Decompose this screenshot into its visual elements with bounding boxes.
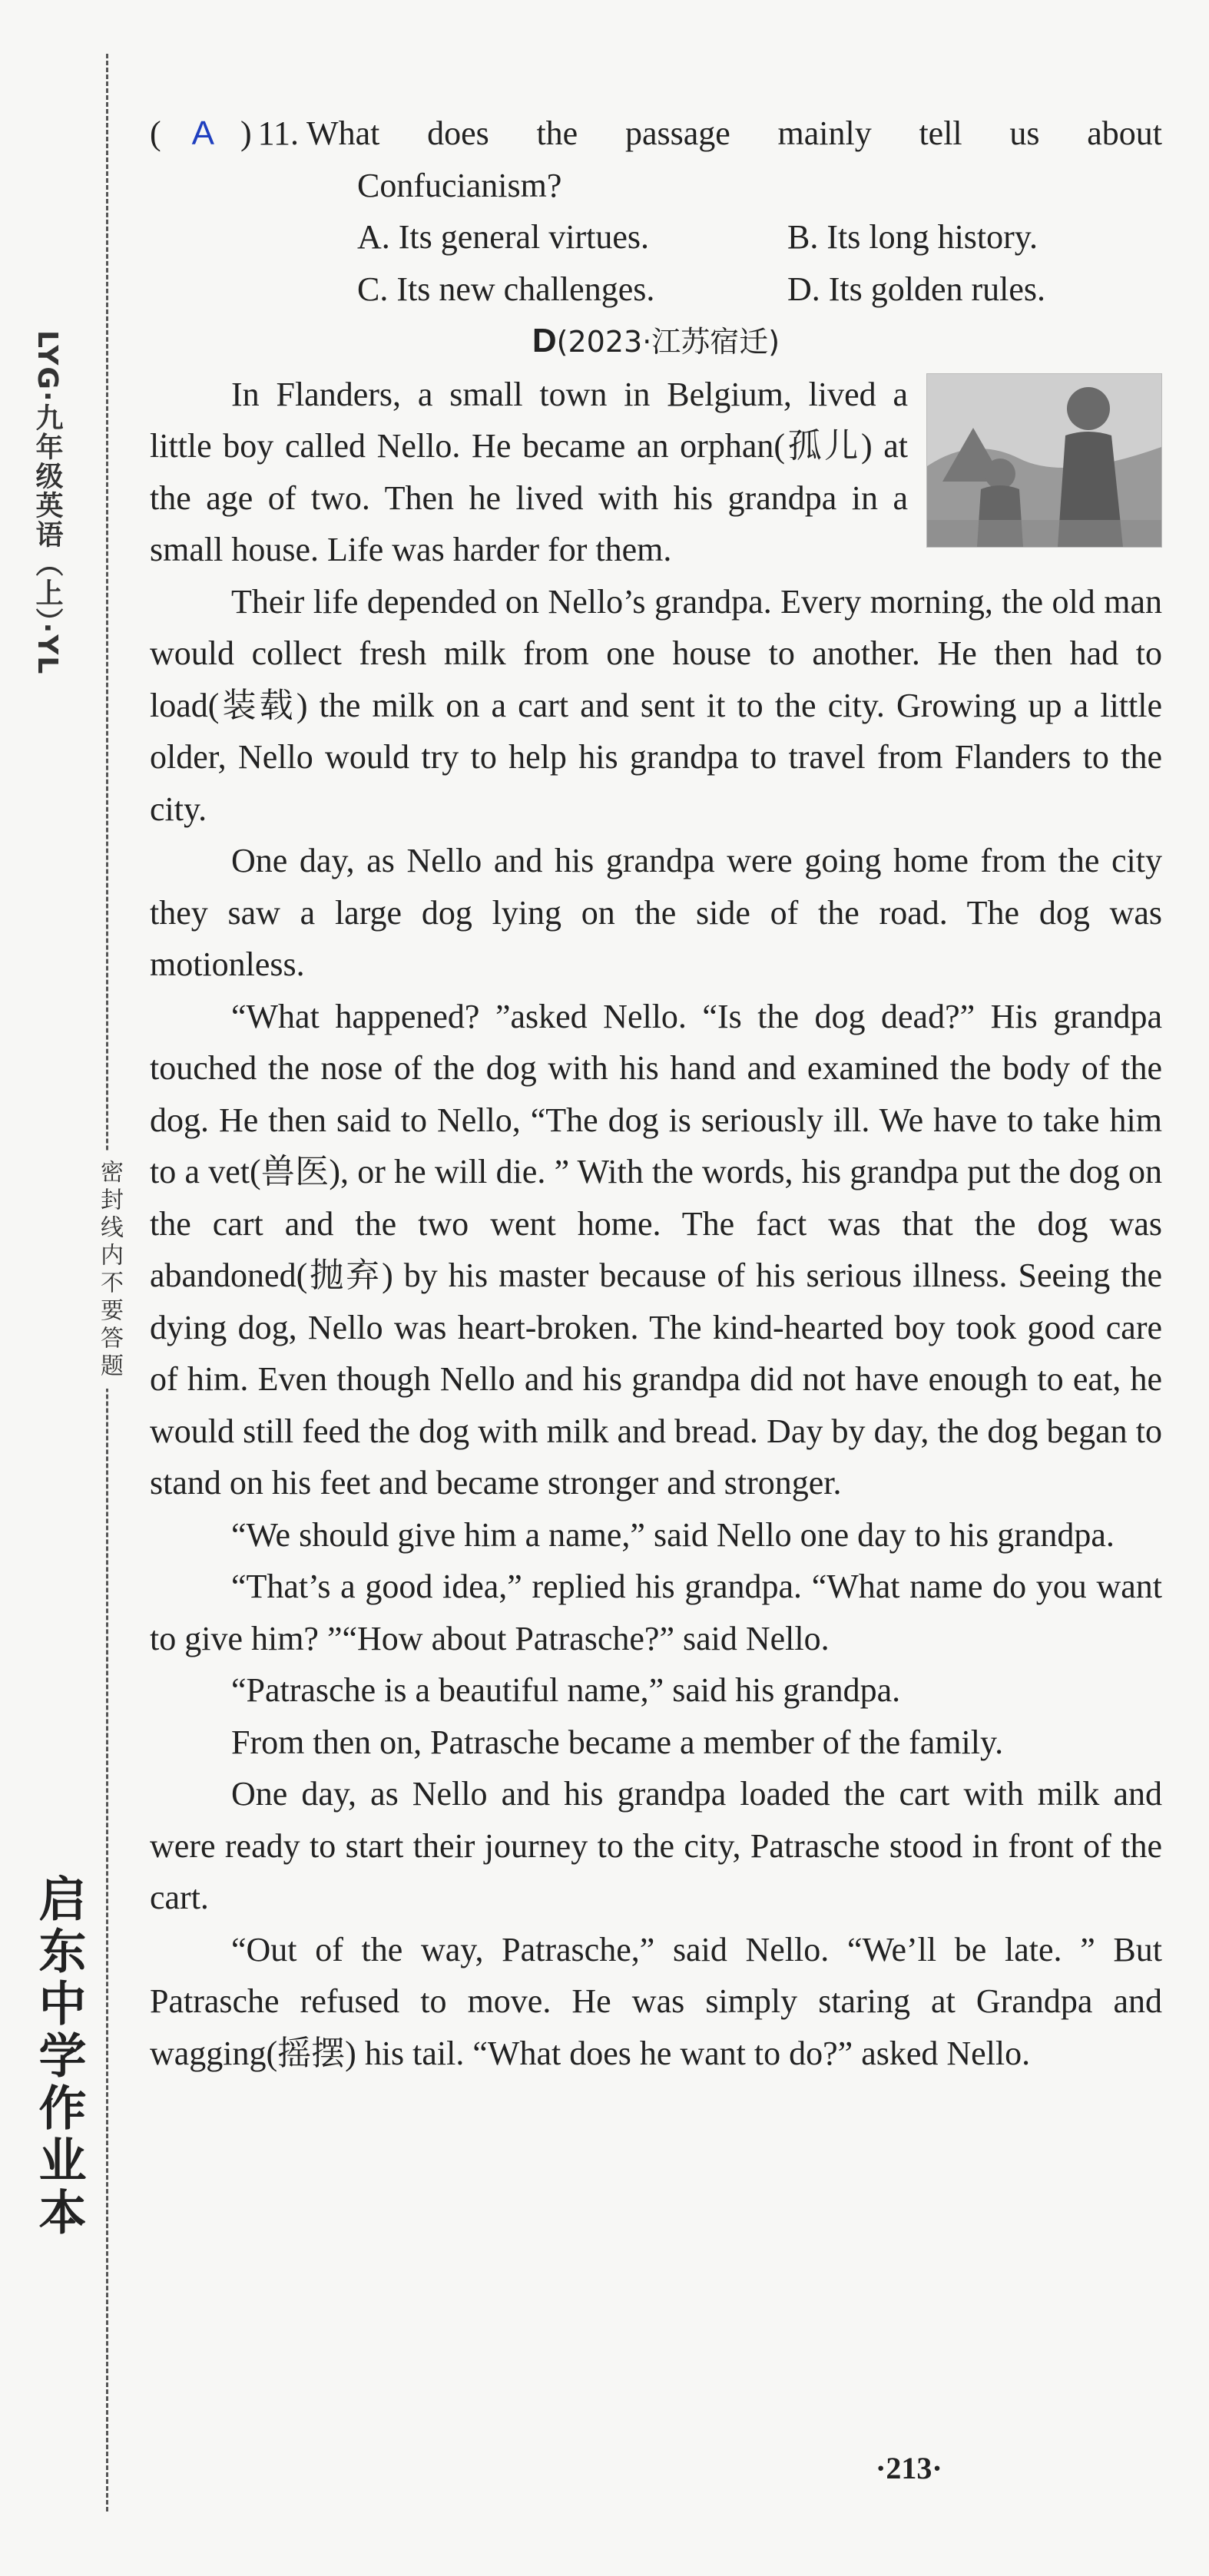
seal-notice: 密封线内不要答题 — [92, 1152, 126, 1389]
option-b: B. Its long history. — [787, 218, 1038, 256]
section-source: (2023·江苏宿迁) — [556, 325, 780, 359]
workbook-brand: 启东中学作业本 — [25, 1874, 93, 2240]
binding-margin — [0, 0, 123, 2576]
paragraph-9: One day, as Nello and his grandpa loaded the cart with milk and were ready to start their journey to the city, Patrasche stood in front of the cart. — [150, 1775, 1162, 1916]
option-d: D. Its golden rules. — [787, 270, 1046, 308]
page-number: ·213· — [876, 2451, 942, 2485]
paragraph-10: “Out of the way, Patrasche,” said Nello. “We’ll be late. ” But Patrasche refused to move. He was simply staring at Grandpa and wagging(摇摆) his tail. “What does he want to do?” asked Nello. — [150, 1930, 1162, 2072]
answer-bracket-close: ) — [240, 114, 252, 152]
answer-mark: A — [191, 114, 215, 152]
paragraph-8: From then on, Patrasche became a member of the family. — [231, 1723, 1004, 1761]
paragraph-4: “What happened? ”asked Nello. “Is the dog dead?” His grandpa touched the nose of the dog with his hand and examined the body of the dog. He then said to Nello, “The dog is seriously ill. We have to take him to a vet(兽医), or he will die. ” With the words, his grandpa put the dog on the cart and the two went home. The fact was that the dog was abandoned(抛弃) by his master because of his serious illness. Seeing the dying dog, Nello was heart-broken. The kind-hearted boy took good care of him. Even though Nello and his grandpa did not have enough to eat, he would still feed the dog with milk and bread. Day by day, the dog began to stand on his feet and became stronger and stronger. — [150, 997, 1162, 1502]
question-number: 11. — [257, 114, 300, 152]
paragraph-2: Their life depended on Nello’s grandpa. Every morning, the old man would collect fresh milk from one house to another. He then had to load(装载) the milk on a cart and sent it to the city. Growing up a little older, Nello would try to help his grandpa to travel from Flanders to the city. — [150, 582, 1162, 828]
option-a: A. Its general virtues. — [357, 218, 649, 256]
question-11 — [150, 108, 1162, 160]
series-label: LYG·九年级英语（上）·YL — [28, 330, 67, 675]
option-grid — [150, 211, 1162, 315]
question-text-line2: Confucianism? — [357, 166, 562, 204]
page-content — [150, 108, 1162, 2079]
illustration-photo — [926, 373, 1162, 548]
paragraph-3: One day, as Nello and his grandpa were going home from the city they saw a large dog lying on the side of the road. The dog was motionless. — [150, 842, 1162, 983]
paragraph-6: “That’s a good idea,” replied his grandpa. “What name do you want to give him? ”“How about Patrasche?” said Nello. — [150, 1568, 1162, 1657]
section-heading — [150, 315, 1162, 369]
paragraph-7: “Patrasche is a beautiful name,” said his grandpa. — [231, 1671, 901, 1709]
answer-bracket-open: ( — [150, 114, 161, 152]
section-letter: D — [532, 322, 557, 359]
paragraph-1: In Flanders, a small town in Belgium, lived a little boy called Nello. He became an orphan(孤儿) at the age of two. Then he lived with his grandpa in a small house. Life was harder for them. — [150, 375, 908, 568]
paragraph-5: “We should give him a name,” said Nello one day to his grandpa. — [231, 1515, 1115, 1554]
option-c: C. Its new challenges. — [357, 270, 655, 308]
question-text-line1: What does the passage mainly tell us about — [306, 114, 1162, 152]
man-and-boy-illustration — [927, 374, 1161, 547]
